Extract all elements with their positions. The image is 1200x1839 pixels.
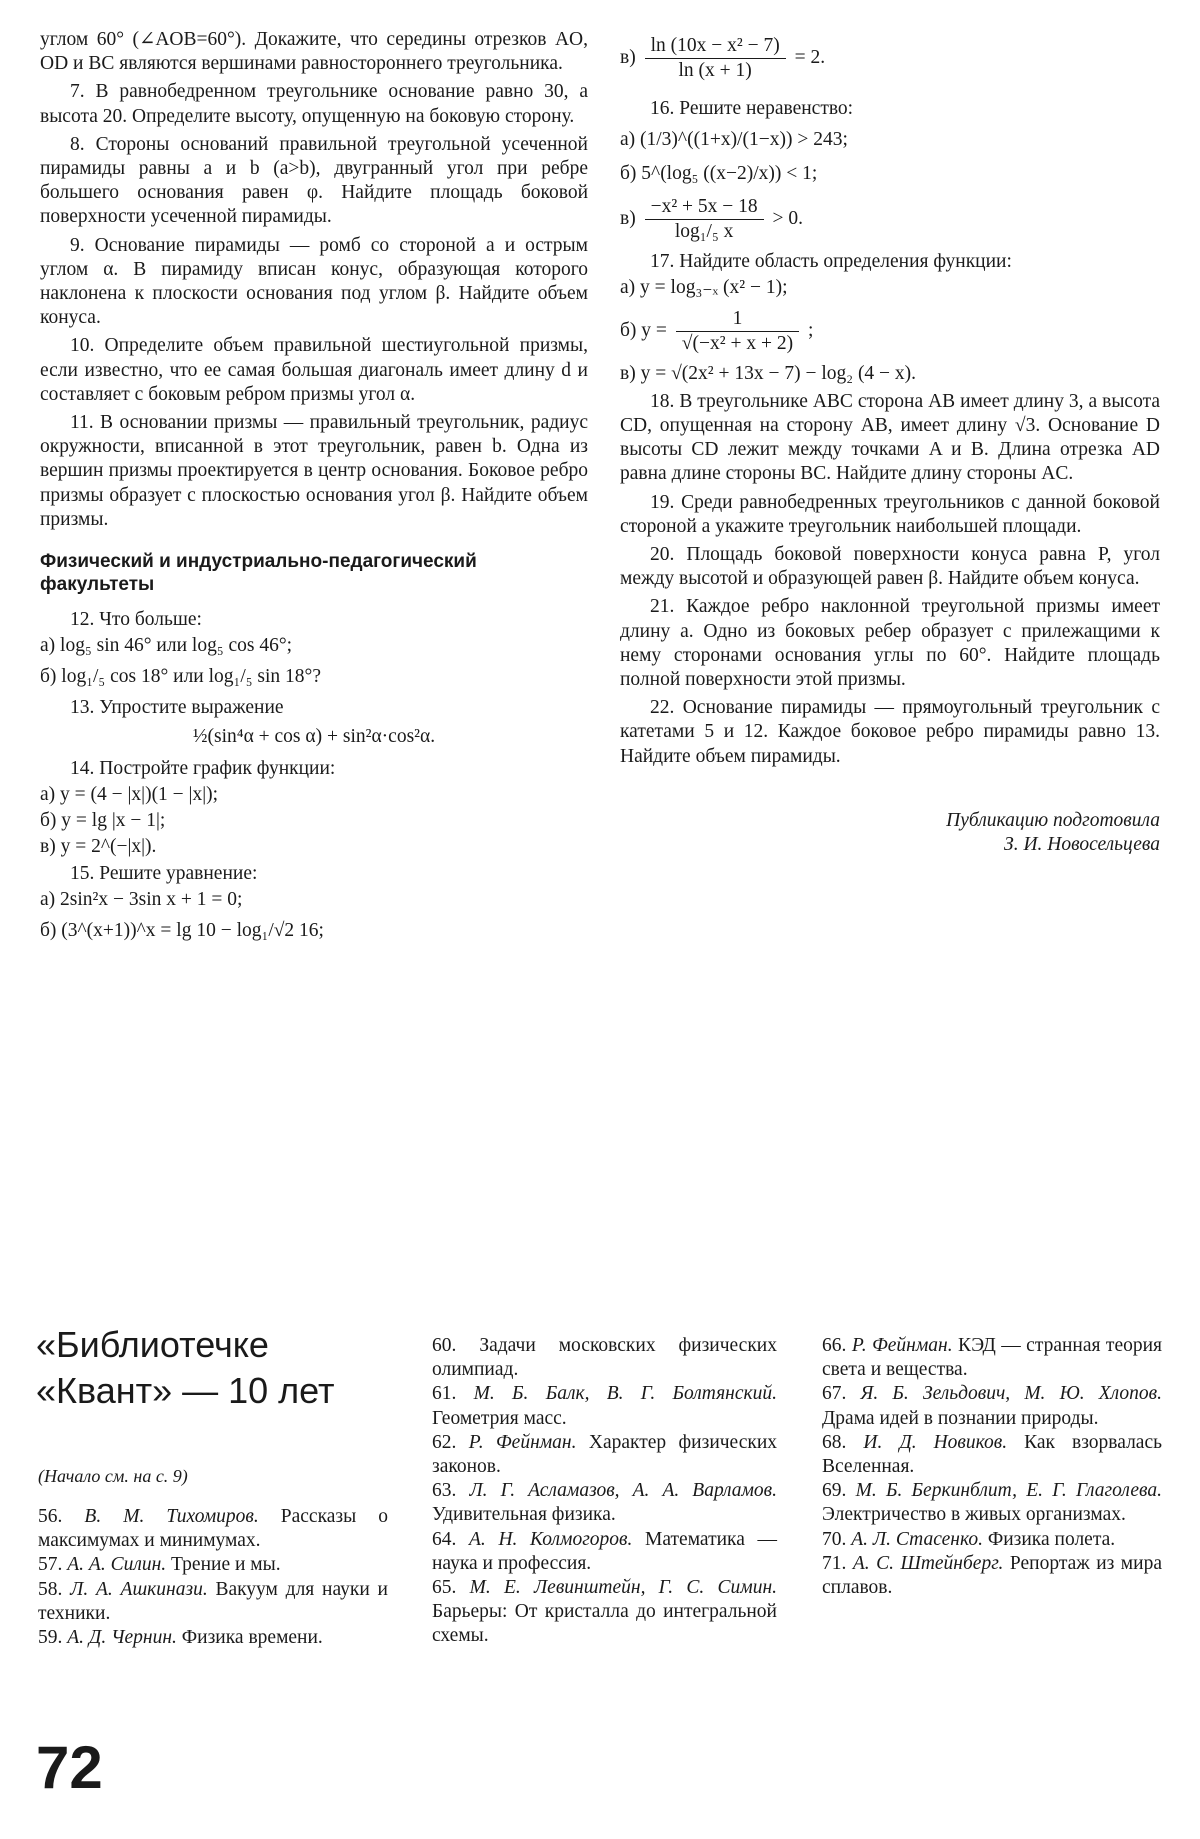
problem-7: 7. В равнобедренном треугольнике основание равно 30, а высота 20. Определите высоту, опущенную на боковую сторону. [40,81,588,127]
library-entry-author: Л. Г. Асламазов, А. А. Варламов. [469,1480,777,1502]
problem-12b: б) log₁/₅ cos 18° или log₁/₅ sin 18°? [40,666,322,688]
problem-14: 14. Постройте график функции: [70,757,336,779]
library-entry [822,1334,1162,1382]
library-entry-title: Репортаж из мира сплавов. [822,1552,1162,1599]
library-entry-title: Рассказы о максимумах и минимумах. [38,1506,389,1552]
problem-16v-numerator: −x² + 5x − 18 [645,195,764,220]
library-entry-title: Физика полета. [987,1528,1116,1550]
library-entry-number: 59. [38,1627,68,1649]
problem-20: 20. Площадь боковой поверхности конуса равна P, угол между высотой и образующей равен β. Найдите объем конуса. [620,544,1160,590]
right-column [620,28,1160,857]
library-entry-title: Математика — наука и профессия. [432,1528,777,1574]
problem-10: 10. Определите объем правильной шестиугольной призмы, если известно, что ее самая большая диагональ имеет длину d и составляет с боковым ребром призмы угол α. [40,335,588,405]
problem-15: 15. Решите уравнение: [70,862,258,884]
problem-14c: в) y = 2^(−|x|). [40,836,157,858]
problem-18: 18. В треугольнике ABC сторона AB имеет длину 3, а высота CD, опущенная на сторону AB, имеет длину √3. Основание D высоты CD лежит между точками A и B. Длина отрезка AD равна длине стороны BC. Найдите длину стороны AC. [620,390,1160,485]
library-entry-number: 65. [432,1577,470,1599]
library-column-2 [432,1334,777,1649]
problem-17b-numerator: 1 [676,307,799,332]
problem-8: 8. Стороны оснований правильной треугольной усеченной пирамиды равны a и b (a>b), двугранный угол при ребре большего основания равен φ. Найдите площадь боковой поверхности усеченной пирамиды. [40,133,588,228]
problem-15v [620,34,1160,83]
library-entry-title: Драма идей в познании природы. [822,1407,1099,1429]
library-entry-title: Вакуум для науки и техники. [38,1578,388,1624]
attribution-line-2: З. И. Новосельцева [1004,834,1160,856]
library-entry [38,1626,388,1650]
problem-15a: а) 2sin²x − 3sin x + 1 = 0; [40,888,243,910]
library-entry-number: 63. [432,1480,470,1502]
problem-15v-fraction [645,34,786,83]
problem-16v [620,195,1160,244]
library-entry [432,1528,777,1576]
library-entry-author: М. Б. Балк, В. Г. Болтянский. [473,1383,778,1405]
library-entry-author: Я. Б. Зельдович, М. Ю. Хлопов. [860,1383,1163,1405]
problem-14b: б) y = lg |x − 1|; [40,810,166,832]
problem-16v-denominator: log₁/₅ x [674,221,734,243]
library-entry [432,1334,777,1382]
attribution-line-1: Публикацию подготовила [946,809,1160,831]
problem-13-formula: ½(sin⁴α + cos α) + sin²α·cos²α. [192,725,436,747]
left-column [40,28,588,950]
library-entry-number: 56. [38,1506,85,1527]
library-entry-author: М. Е. Левинштейн, Г. С. Симин. [469,1577,778,1599]
problem-14a: а) y = (4 − |x|)(1 − |x|); [40,784,219,806]
library-entry-number: 69. [822,1480,856,1502]
library-entry-number: 64. [432,1528,470,1550]
problem-11: 11. В основании призмы — правильный треугольник, радиус окружности, вписанной в этот треугольник, равен b. Одна из вершин призмы проектируется в центр основания. Боковое ребро призмы образует с плоскостью основания угол β. Найдите объем призмы. [40,412,588,530]
library-entry-author: А. А. Силин. [67,1554,172,1576]
problem-16v-label: в) [620,208,636,230]
library-entry-title: Геометрия масс. [432,1407,567,1429]
library-entry-author: И. Д. Новиков. [863,1431,1025,1453]
library-entry [432,1479,777,1527]
problem-9: 9. Основание пирамиды — ромб со стороной a и острым углом α. В пирамиду вписан конус, образующая которого наклонена к плоскости основания под углом β. Найдите объем конуса. [40,234,588,329]
library-entry [432,1382,777,1430]
problem-19: 19. Среди равнобедренных треугольников с данной боковой стороной a укажите треугольник наибольшей площади. [620,491,1160,537]
library-entry-author: Р. Фейнман. [468,1431,589,1453]
library-entry [822,1552,1162,1600]
problem-17b-label: б) y = [620,319,667,341]
problem-15v-label: в) [620,46,636,68]
library-entry [38,1505,388,1553]
library-entry-author: А. Д. Чернин. [67,1627,182,1649]
library-column-1 [38,1505,388,1650]
library-entry-number: 70. [822,1528,852,1550]
library-entry-number: 62. [432,1431,469,1453]
attribution [620,809,1160,857]
library-entry-number: 67. [822,1383,861,1405]
problem-6-continuation: углом 60° (∠AOB=60°). Докажите, что середины отрезков AO, OD и BC являются вершинами равностороннего треугольника. [40,29,588,75]
problem-15b: б) (3^(x+1))^x = lg 10 − log₁/√2 16; [40,920,324,942]
library-column-3 [822,1334,1162,1600]
library-entry-title: КЭД — странная теория света и вещества. [822,1335,1163,1381]
problem-15v-rhs: = 2. [794,46,826,68]
problem-16b: б) 5^(log₅ ((x−2)/x)) < 1; [620,163,818,185]
library-entry [38,1553,388,1577]
problem-16v-rhs: > 0. [772,208,804,230]
problem-15v-numerator: ln (10x − x² − 7) [645,34,786,59]
problem-17v: в) y = √(2x² + 13x − 7) − log₂ (4 − x). [620,362,917,384]
library-entry-author: Р. Фейнман. [851,1335,959,1356]
section-heading: Физический и индустриально-педагогический факультеты [40,551,477,596]
library-entry-number: 60. [432,1335,480,1356]
problem-16: 16. Решите неравенство: [650,98,854,119]
page-number: 72 [36,1734,103,1801]
problem-22: 22. Основание пирамиды — прямоугольный треугольник с катетами 5 и 12. Каждое боковое ребро пирамиды равно 13. Найдите объем пирамиды. [620,697,1160,767]
problem-12: 12. Что больше: [70,609,202,631]
library-entry-number: 58. [38,1578,71,1600]
library-entry-author: М. Б. Беркинблит, Е. Г. Глаголева. [855,1480,1162,1502]
library-entry [822,1382,1162,1430]
library-entry-title: Как взорвалась Вселенная. [822,1431,1163,1478]
library-entry-title: Барьеры: От кристалла до интегральной схемы. [432,1601,777,1647]
library-title: «Библиотечке «Квант» — 10 лет [36,1324,335,1411]
library-entry-number: 71. [822,1552,853,1574]
library-entry-title: Электричество в живых организмах. [822,1504,1126,1526]
problem-17a: а) y = log₃₋ₓ (x² − 1); [620,277,788,299]
library-entry [822,1431,1162,1479]
library-entry-title: Характер физических законов. [432,1431,778,1478]
library-entry-title: Удивительная физика. [432,1504,616,1526]
library-entry-author: В. М. Тихомиров. [84,1506,281,1527]
problem-21: 21. Каждое ребро наклонной треугольной призмы имеет длину a. Одно из боковых ребер образует с прилежащими к нему сторонами основания углы по 60°. Найдите площадь полной поверхности этой призмы. [620,596,1160,691]
library-entry-number: 68. [822,1431,864,1453]
library-continued-note: (Начало см. на с. 9) [38,1466,188,1486]
library-entry-title: Задачи московских физических олимпиад. [432,1335,777,1381]
problem-15v-denominator: ln (x + 1) [678,60,752,81]
problem-17b-end: ; [807,319,814,341]
library-entry [822,1528,1162,1552]
problem-17b-denominator: √(−x² + x + 2) [681,332,794,354]
library-entry-number: 57. [38,1554,68,1576]
library-entry [432,1431,777,1479]
problem-16v-fraction [645,195,764,244]
library-entry-author: А. Л. Стасенко. [851,1528,988,1550]
library-entry [822,1479,1162,1527]
problem-17: 17. Найдите область определения функции: [650,251,1012,273]
problem-12a: а) log₅ sin 46° или log₅ cos 46°; [40,635,293,657]
library-entry-title: Физика времени. [181,1627,323,1649]
library-entry-author: А. С. Штейнберг. [852,1552,1010,1574]
problem-13: 13. Упростите выражение [70,697,284,719]
library-entry-author: Л. А. Ашкинази. [70,1578,216,1600]
library-entry-title: Трение и мы. [171,1554,281,1576]
problem-16a: а) (1/3)^((1+x)/(1−x)) > 243; [620,129,848,151]
library-entry-author: А. Н. Колмогоров. [469,1528,646,1550]
library-entry [38,1578,388,1626]
library-entry-number: 61. [432,1383,474,1405]
library-entry [432,1576,777,1649]
problem-17b-fraction [676,307,799,356]
library-entry-number: 66. [822,1335,852,1356]
problem-17b [620,307,1160,356]
